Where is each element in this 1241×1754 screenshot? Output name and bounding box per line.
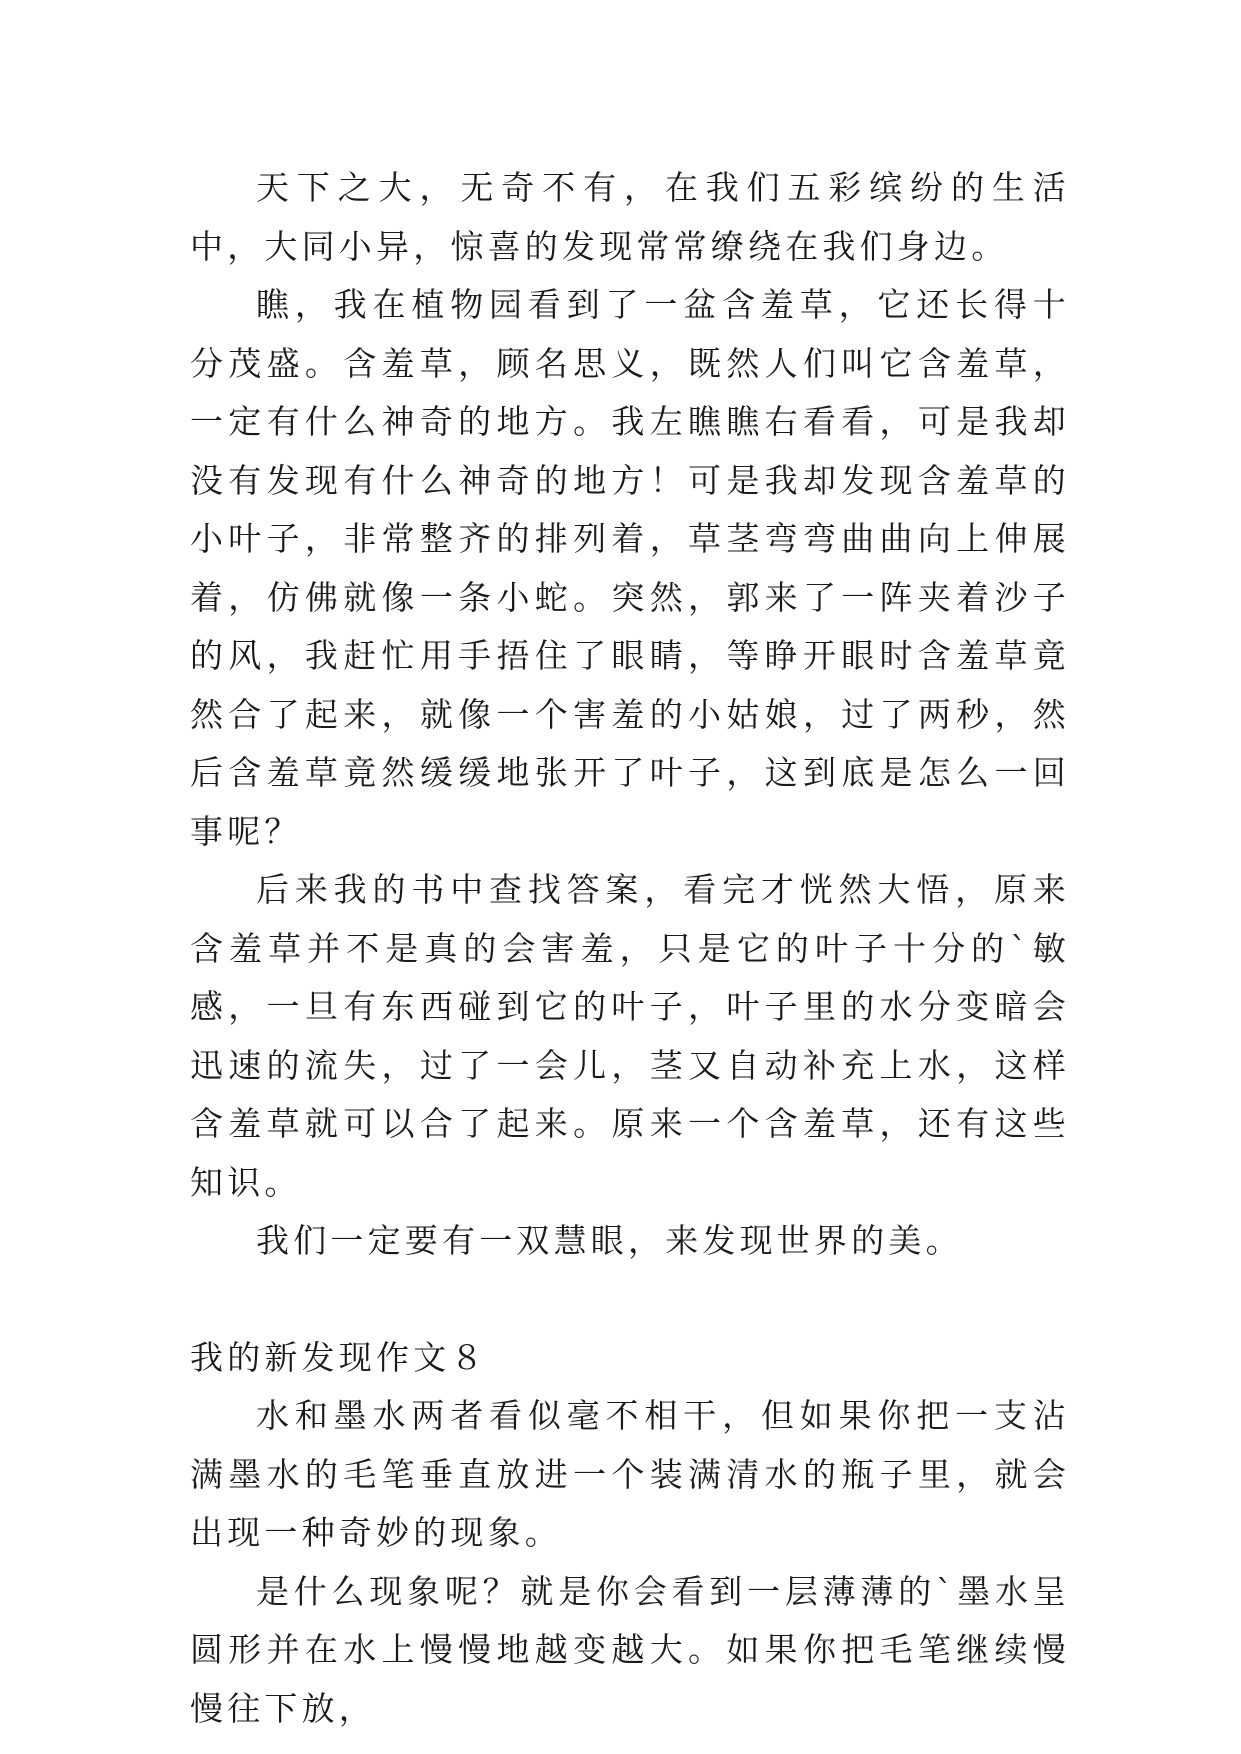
paragraph-conclusion: 我们一定要有一双慧眼，来发现世界的美。 bbox=[256, 1221, 963, 1260]
paragraph-mimosa-explanation: 后来我的书中查找答案，看完才恍然大悟，原来含羞草并不是真的会害羞，只是它的叶子十分的`敏感，一旦有东西碰到它的叶子，叶子里的水分变暗会迅速的流失，过了一会儿，茎又自动补充上水，这样含羞草就可以合了起来。原来一个含羞草，还有这些知识。 bbox=[190, 870, 1070, 1202]
section-title: 我的新发现作文８ bbox=[190, 1337, 488, 1377]
paragraph-intro: 天下之大，无奇不有，在我们五彩缤纷的生活中，大同小异，惊喜的发现常常缭绕在我们身边。 bbox=[190, 168, 1070, 266]
paragraph-ink-phenomenon: 是什么现象呢？就是你会看到一层薄薄的`墨水呈圆形并在水上慢慢地越变越大。如果你把毛笔继续慢慢往下放， bbox=[190, 1571, 1070, 1728]
paragraph-mimosa-observation: 瞧，我在植物园看到了一盆含羞草，它还长得十分茂盛。含羞草，顾名思义，既然人们叫它含羞草，一定有什么神奇的地方。我左瞧瞧右看看，可是我却没有发现有什么神奇的地方！可是我却发现含羞草的小叶子，非常整齐的排列着，草茎弯弯曲曲向上伸展着，仿佛就像一条小蛇。突然，郭来了一阵夹着沙子的风，我赶忙用手捂住了眼睛，等睁开眼时含羞草竟然合了起来，就像一个害羞的小姑娘，过了两秒，然后含羞草竟然缓缓地张开了叶子，这到底是怎么一回事呢？ bbox=[190, 285, 1070, 851]
document-page bbox=[190, 159, 1070, 1738]
section-spacer bbox=[190, 1271, 1070, 1329]
paragraph-ink-intro: 水和墨水两者看似毫不相干，但如果你把一支沾满墨水的毛笔垂直放进一个装满清水的瓶子里，就会出现一种奇妙的现象。 bbox=[190, 1396, 1070, 1552]
